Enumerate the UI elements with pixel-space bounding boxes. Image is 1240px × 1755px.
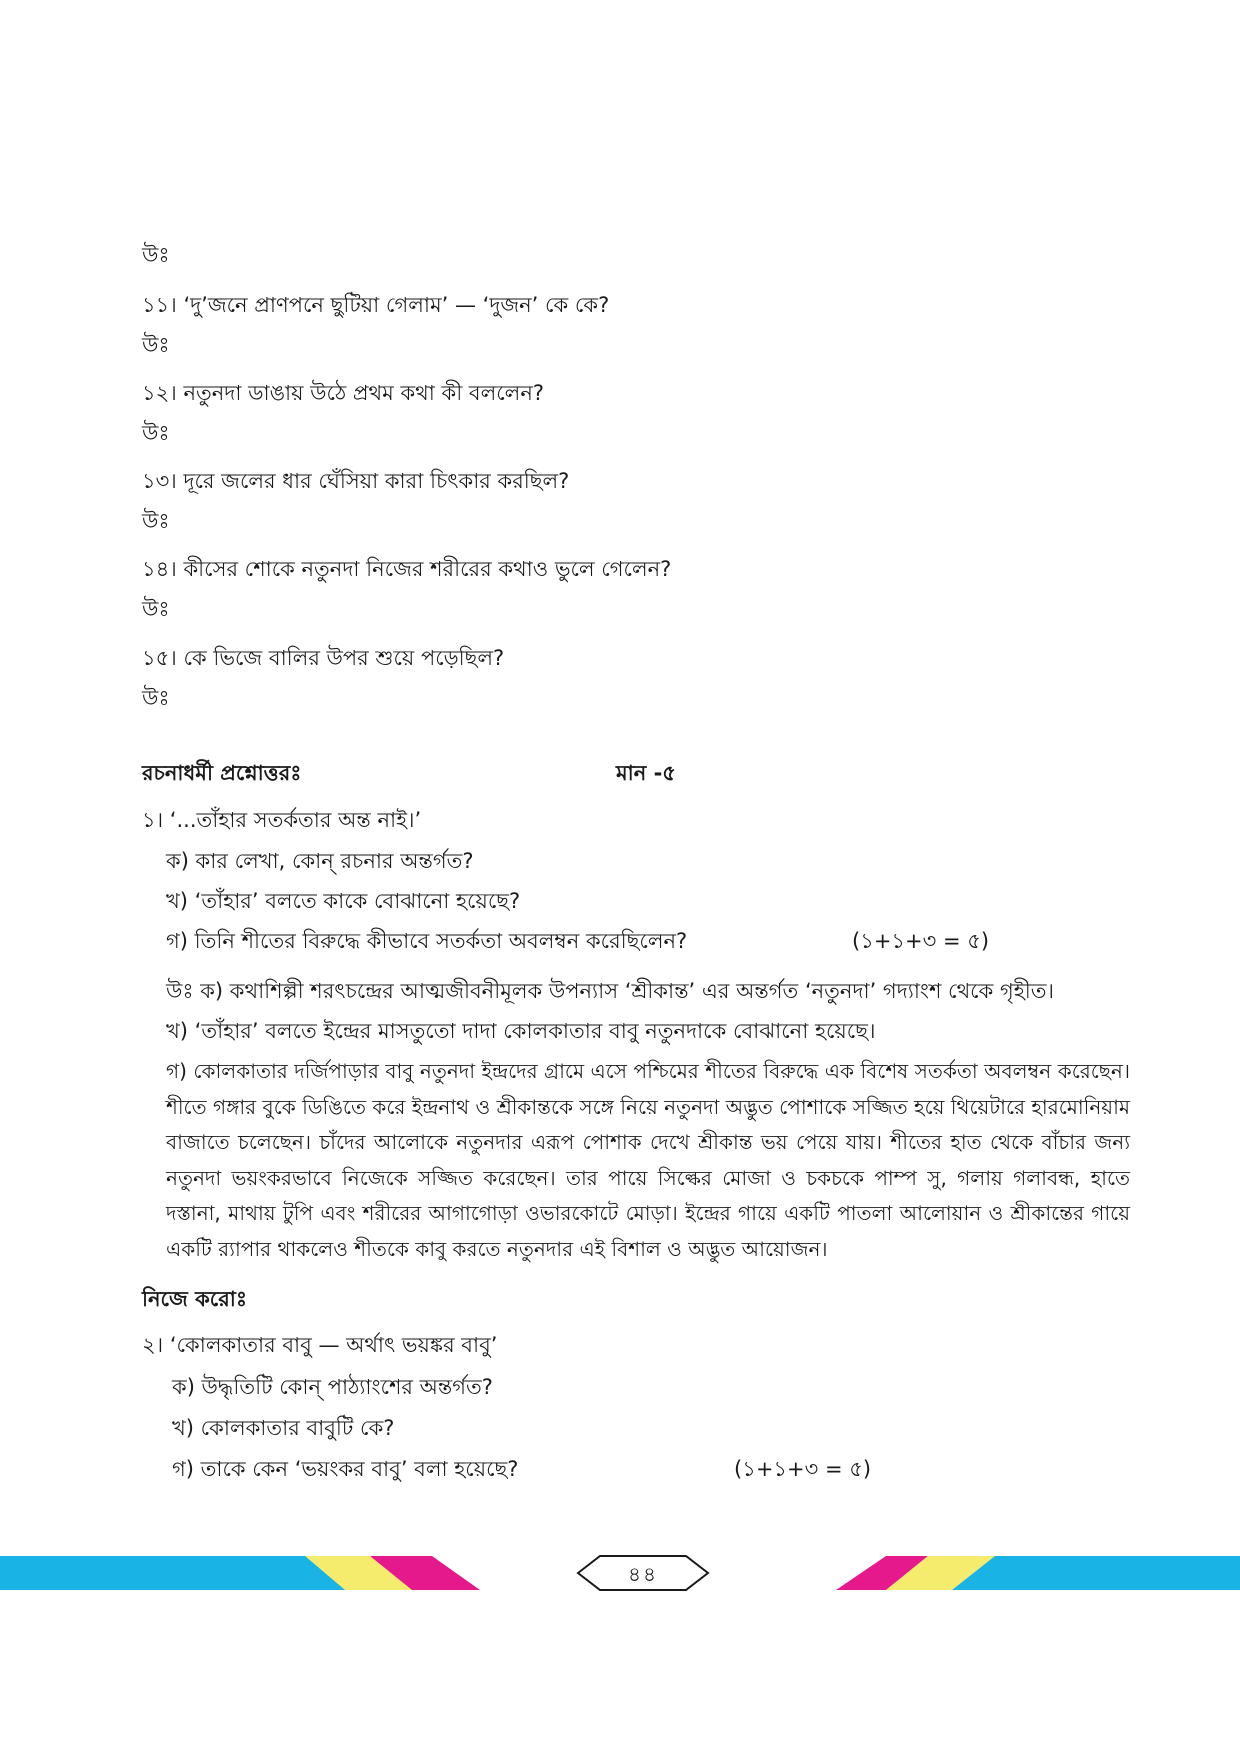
essay-q1-marks: (১+১+৩ = ৫)	[852, 929, 990, 953]
essay-question-1: ১। ‘...তাঁহার সতর্কতার অন্ত নাই।’	[142, 808, 422, 832]
essay-q1-answer-b: খ) ‘তাঁহার’ বলতে ইন্দ্রের মাসতুতো দাদা কোলকাতার বাবু নতুনদাকে বোঝানো হয়েছে।	[166, 1019, 876, 1043]
essay-q1-answer-c: গ) কোলকাতার দর্জিপাড়ার বাবু নতুনদা ইন্দ্রদের গ্রামে এসে পশ্চিমের শীতের বিরুদ্ধে এক বিশেষ সতর্কতা অবলম্বন করেছেন। শীতে গঙ্গার বুকে ডিঙিতে করে ইন্দ্রনাথ ও শ্রীকান্তকে সঙ্গে নিয়ে নতুনদা অদ্ভুত পোশাকে সজ্জিত হয়ে থিয়েটারে হারমোনিয়াম বাজাতে চলেছেন। চাঁদের আলোকে নতুনদার এরূপ পোশাক দেখে শ্রীকান্ত ভয় পেয়ে যায়। শীতের হাত থেকে বাঁচার জন্য নতুনদা ভয়ংকরভাবে নিজেকে সজ্জিত করেছেন। তার পায়ে সিল্কের মোজা ও চকচকে পাম্প সু, গলায় গলাবন্ধ, হাতে দস্তানা, মাথায় টুপি এবং শরীরের আগাগোড়া ওভারকোটে মোড়া। ইন্দ্রের গায়ে একটি পাতলা আলোয়ান ও শ্রীকান্তের গায়ে একটি র‍্যাপার থাকলেও শীতকে কাবু করতে নতুনদার এই বিশাল ও অদ্ভুত আয়োজন।	[166, 1059, 1130, 1261]
self-q2-marks: (১+১+৩ = ৫)	[734, 1457, 872, 1481]
question-11: ১১। ‘দু’জনে প্রাণপনে ছুটিয়া গেলাম’ — ‘দুজন’ কে কে?	[142, 293, 610, 317]
self-q2-part-a: ক) উদ্ধৃতিটি কোন্ পাঠ্যাংশের অন্তর্গত?	[172, 1375, 493, 1399]
self-question-2: ২। ‘কোলকাতার বাবু — অর্থাৎ ভয়ঙ্কর বাবু’	[142, 1333, 498, 1357]
answer-label: উঃ	[142, 333, 170, 357]
question-13: ১৩। দূরে জলের ধার ঘেঁসিয়া কারা চিৎকার করছিল?	[142, 469, 570, 493]
answer-label: উঃ	[142, 686, 170, 710]
answer-label: উঃ	[142, 597, 170, 621]
answer-label: উঃ	[142, 421, 170, 445]
question-12: ১২। নতুনদা ডাঙায় উঠে প্রথম কথা কী বললেন?	[142, 381, 545, 405]
essay-q1-part-c: গ) তিনি শীতের বিরুদ্ধে কীভাবে সতর্কতা অবলম্বন করেছিলেন?	[166, 929, 688, 953]
essay-q1-part-b: খ) ‘তাঁহার’ বলতে কাকে বোঝানো হয়েছে?	[166, 889, 521, 913]
page-number: ৪৪	[628, 1562, 658, 1586]
self-q2-part-c: গ) তাকে কেন ‘ভয়ংকর বাবু’ বলা হয়েছে?	[172, 1457, 519, 1481]
self-q2-part-b: খ) কোলকাতার বাবুটি কে?	[172, 1416, 395, 1440]
question-14: ১৪। কীসের শোকে নতুনদা নিজের শরীরের কথাও ভুলে গেলেন?	[142, 557, 672, 581]
marks-label: মান -৫	[616, 761, 676, 785]
answer-label: উঃ	[142, 509, 170, 533]
essay-heading: রচনাধর্মী প্রশ্নোত্তরঃ	[142, 761, 302, 785]
essay-q1-part-a: ক) কার লেখা, কোন্ রচনার অন্তর্গত?	[166, 849, 474, 873]
essay-q1-answer-a: উঃ ক) কথাশিল্পী শরৎচন্দ্রের আত্মজীবনীমূলক উপন্যাস ‘শ্রীকান্ত’ এর অন্তর্গত ‘নতুনদা’ গদ্যাংশ থেকে গৃহীত।	[166, 979, 1055, 1003]
answer-label: উঃ	[142, 243, 170, 267]
footer-right-cyan	[952, 1556, 1240, 1590]
self-heading: নিজে করোঃ	[142, 1287, 248, 1311]
question-15: ১৫। কে ভিজে বালির উপর শুয়ে পড়েছিল?	[142, 646, 505, 670]
